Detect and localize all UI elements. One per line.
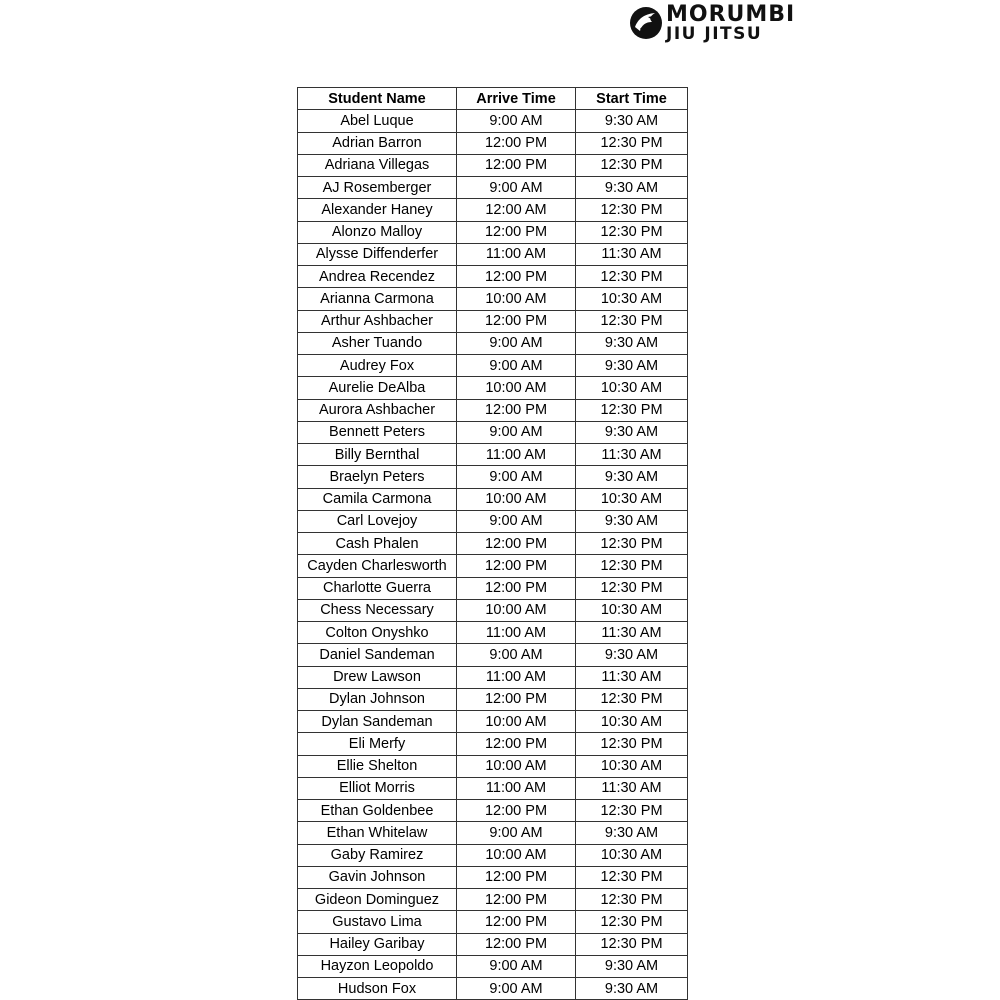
- arrive-time-cell: 11:00 AM: [457, 622, 576, 644]
- student-name-cell: Aurelie DeAlba: [298, 377, 457, 399]
- student-schedule-table: [297, 87, 688, 1000]
- start-time-cell: 12:30 PM: [576, 577, 688, 599]
- student-name-cell: Cayden Charlesworth: [298, 555, 457, 577]
- arrive-time-cell: 9:00 AM: [457, 332, 576, 354]
- table-row: [298, 377, 688, 399]
- student-name-cell: Billy Bernthal: [298, 444, 457, 466]
- table-row: [298, 933, 688, 955]
- table-row: [298, 132, 688, 154]
- arrive-time-cell: 12:00 PM: [457, 577, 576, 599]
- arrive-time-cell: 9:00 AM: [457, 978, 576, 1000]
- arrive-time-cell: 9:00 AM: [457, 421, 576, 443]
- table-row: [298, 266, 688, 288]
- start-time-cell: 10:30 AM: [576, 288, 688, 310]
- column-header-student-name: Student Name: [298, 88, 457, 110]
- table-row: [298, 622, 688, 644]
- student-name-cell: Camila Carmona: [298, 488, 457, 510]
- student-name-cell: Arthur Ashbacher: [298, 310, 457, 332]
- arrive-time-cell: 12:00 PM: [457, 555, 576, 577]
- table-header-row: [298, 88, 688, 110]
- logo-text-line2: JIU JITSU: [666, 24, 763, 44]
- arrive-time-cell: 9:00 AM: [457, 466, 576, 488]
- start-time-cell: 9:30 AM: [576, 332, 688, 354]
- column-header-arrive-time: Arrive Time: [457, 88, 576, 110]
- start-time-cell: 10:30 AM: [576, 377, 688, 399]
- start-time-cell: 9:30 AM: [576, 644, 688, 666]
- table-row: [298, 243, 688, 265]
- student-name-cell: Abel Luque: [298, 110, 457, 132]
- start-time-cell: 12:30 PM: [576, 132, 688, 154]
- arrive-time-cell: 9:00 AM: [457, 822, 576, 844]
- student-name-cell: Ethan Whitelaw: [298, 822, 457, 844]
- table-row: [298, 577, 688, 599]
- start-time-cell: 12:30 PM: [576, 688, 688, 710]
- start-time-cell: 11:30 AM: [576, 777, 688, 799]
- column-header-start-time: Start Time: [576, 88, 688, 110]
- student-name-cell: Ethan Goldenbee: [298, 800, 457, 822]
- arrive-time-cell: 9:00 AM: [457, 177, 576, 199]
- student-name-cell: Hudson Fox: [298, 978, 457, 1000]
- arrive-time-cell: 12:00 PM: [457, 889, 576, 911]
- arrive-time-cell: 10:00 AM: [457, 599, 576, 621]
- logo-text-line1: MORUMBI: [666, 2, 796, 27]
- start-time-cell: 12:30 PM: [576, 889, 688, 911]
- student-name-cell: Daniel Sandeman: [298, 644, 457, 666]
- table-row: [298, 666, 688, 688]
- arrive-time-cell: 10:00 AM: [457, 711, 576, 733]
- start-time-cell: 11:30 AM: [576, 622, 688, 644]
- student-name-cell: Chess Necessary: [298, 599, 457, 621]
- arrive-time-cell: 10:00 AM: [457, 755, 576, 777]
- table-row: [298, 355, 688, 377]
- table-row: [298, 110, 688, 132]
- start-time-cell: 9:30 AM: [576, 978, 688, 1000]
- arrive-time-cell: 9:00 AM: [457, 510, 576, 532]
- table-row: [298, 599, 688, 621]
- table-row: [298, 177, 688, 199]
- table-row: [298, 288, 688, 310]
- arrive-time-cell: 12:00 PM: [457, 733, 576, 755]
- start-time-cell: 12:30 PM: [576, 933, 688, 955]
- start-time-cell: 9:30 AM: [576, 177, 688, 199]
- student-name-cell: Eli Merfy: [298, 733, 457, 755]
- student-name-cell: Arianna Carmona: [298, 288, 457, 310]
- student-name-cell: Aurora Ashbacher: [298, 399, 457, 421]
- start-time-cell: 11:30 AM: [576, 666, 688, 688]
- arrive-time-cell: 9:00 AM: [457, 110, 576, 132]
- student-name-cell: Carl Lovejoy: [298, 510, 457, 532]
- lion-head-icon: [628, 5, 664, 41]
- morumbi-logo: [628, 2, 833, 44]
- table-row: [298, 889, 688, 911]
- student-name-cell: Dylan Johnson: [298, 688, 457, 710]
- arrive-time-cell: 9:00 AM: [457, 955, 576, 977]
- table-row: [298, 733, 688, 755]
- student-name-cell: Ellie Shelton: [298, 755, 457, 777]
- student-name-cell: Gavin Johnson: [298, 866, 457, 888]
- arrive-time-cell: 12:00 PM: [457, 866, 576, 888]
- table-row: [298, 510, 688, 532]
- table-row: [298, 332, 688, 354]
- student-name-cell: Gaby Ramirez: [298, 844, 457, 866]
- start-time-cell: 12:30 PM: [576, 733, 688, 755]
- arrive-time-cell: 12:00 PM: [457, 266, 576, 288]
- student-name-cell: Asher Tuando: [298, 332, 457, 354]
- arrive-time-cell: 9:00 AM: [457, 644, 576, 666]
- arrive-time-cell: 12:00 PM: [457, 533, 576, 555]
- table-row: [298, 444, 688, 466]
- start-time-cell: 10:30 AM: [576, 488, 688, 510]
- student-name-cell: Colton Onyshko: [298, 622, 457, 644]
- start-time-cell: 12:30 PM: [576, 221, 688, 243]
- student-name-cell: Bennett Peters: [298, 421, 457, 443]
- table-row: [298, 399, 688, 421]
- start-time-cell: 12:30 PM: [576, 399, 688, 421]
- table-row: [298, 310, 688, 332]
- student-name-cell: Drew Lawson: [298, 666, 457, 688]
- arrive-time-cell: 12:00 PM: [457, 933, 576, 955]
- student-name-cell: AJ Rosemberger: [298, 177, 457, 199]
- table-row: [298, 221, 688, 243]
- start-time-cell: 12:30 PM: [576, 555, 688, 577]
- start-time-cell: 12:30 PM: [576, 800, 688, 822]
- arrive-time-cell: 12:00 PM: [457, 911, 576, 933]
- table-row: [298, 955, 688, 977]
- arrive-time-cell: 12:00 PM: [457, 688, 576, 710]
- table-row: [298, 822, 688, 844]
- arrive-time-cell: 12:00 PM: [457, 154, 576, 176]
- arrive-time-cell: 12:00 AM: [457, 199, 576, 221]
- arrive-time-cell: 10:00 AM: [457, 377, 576, 399]
- arrive-time-cell: 10:00 AM: [457, 288, 576, 310]
- table-row: [298, 911, 688, 933]
- table-body: [298, 110, 688, 1000]
- table-row: [298, 978, 688, 1000]
- table-row: [298, 466, 688, 488]
- start-time-cell: 9:30 AM: [576, 955, 688, 977]
- student-name-cell: Braelyn Peters: [298, 466, 457, 488]
- start-time-cell: 12:30 PM: [576, 911, 688, 933]
- start-time-cell: 10:30 AM: [576, 599, 688, 621]
- table-row: [298, 533, 688, 555]
- table-row: [298, 688, 688, 710]
- student-name-cell: Audrey Fox: [298, 355, 457, 377]
- arrive-time-cell: 12:00 PM: [457, 399, 576, 421]
- start-time-cell: 9:30 AM: [576, 510, 688, 532]
- arrive-time-cell: 9:00 AM: [457, 355, 576, 377]
- start-time-cell: 12:30 PM: [576, 154, 688, 176]
- start-time-cell: 12:30 PM: [576, 199, 688, 221]
- table-row: [298, 777, 688, 799]
- table-row: [298, 154, 688, 176]
- student-name-cell: Alysse Diffenderfer: [298, 243, 457, 265]
- start-time-cell: 12:30 PM: [576, 533, 688, 555]
- start-time-cell: 12:30 PM: [576, 310, 688, 332]
- arrive-time-cell: 11:00 AM: [457, 777, 576, 799]
- table-row: [298, 711, 688, 733]
- start-time-cell: 10:30 AM: [576, 711, 688, 733]
- student-name-cell: Hailey Garibay: [298, 933, 457, 955]
- student-name-cell: Andrea Recendez: [298, 266, 457, 288]
- start-time-cell: 12:30 PM: [576, 266, 688, 288]
- table-row: [298, 555, 688, 577]
- student-name-cell: Gustavo Lima: [298, 911, 457, 933]
- arrive-time-cell: 12:00 PM: [457, 221, 576, 243]
- arrive-time-cell: 10:00 AM: [457, 844, 576, 866]
- start-time-cell: 9:30 AM: [576, 421, 688, 443]
- start-time-cell: 12:30 PM: [576, 866, 688, 888]
- table-row: [298, 755, 688, 777]
- table-row: [298, 644, 688, 666]
- start-time-cell: 9:30 AM: [576, 110, 688, 132]
- table-row: [298, 800, 688, 822]
- start-time-cell: 9:30 AM: [576, 355, 688, 377]
- start-time-cell: 10:30 AM: [576, 755, 688, 777]
- start-time-cell: 10:30 AM: [576, 844, 688, 866]
- table-row: [298, 488, 688, 510]
- start-time-cell: 11:30 AM: [576, 243, 688, 265]
- student-name-cell: Adrian Barron: [298, 132, 457, 154]
- student-name-cell: Alexander Haney: [298, 199, 457, 221]
- arrive-time-cell: 12:00 PM: [457, 310, 576, 332]
- arrive-time-cell: 12:00 PM: [457, 132, 576, 154]
- student-name-cell: Adriana Villegas: [298, 154, 457, 176]
- student-name-cell: Cash Phalen: [298, 533, 457, 555]
- start-time-cell: 9:30 AM: [576, 822, 688, 844]
- table-row: [298, 866, 688, 888]
- student-name-cell: Charlotte Guerra: [298, 577, 457, 599]
- student-name-cell: Alonzo Malloy: [298, 221, 457, 243]
- start-time-cell: 11:30 AM: [576, 444, 688, 466]
- table-row: [298, 199, 688, 221]
- student-name-cell: Hayzon Leopoldo: [298, 955, 457, 977]
- table-row: [298, 844, 688, 866]
- table-row: [298, 421, 688, 443]
- student-name-cell: Gideon Dominguez: [298, 889, 457, 911]
- arrive-time-cell: 11:00 AM: [457, 444, 576, 466]
- start-time-cell: 9:30 AM: [576, 466, 688, 488]
- arrive-time-cell: 11:00 AM: [457, 666, 576, 688]
- student-name-cell: Dylan Sandeman: [298, 711, 457, 733]
- arrive-time-cell: 12:00 PM: [457, 800, 576, 822]
- arrive-time-cell: 10:00 AM: [457, 488, 576, 510]
- student-name-cell: Elliot Morris: [298, 777, 457, 799]
- arrive-time-cell: 11:00 AM: [457, 243, 576, 265]
